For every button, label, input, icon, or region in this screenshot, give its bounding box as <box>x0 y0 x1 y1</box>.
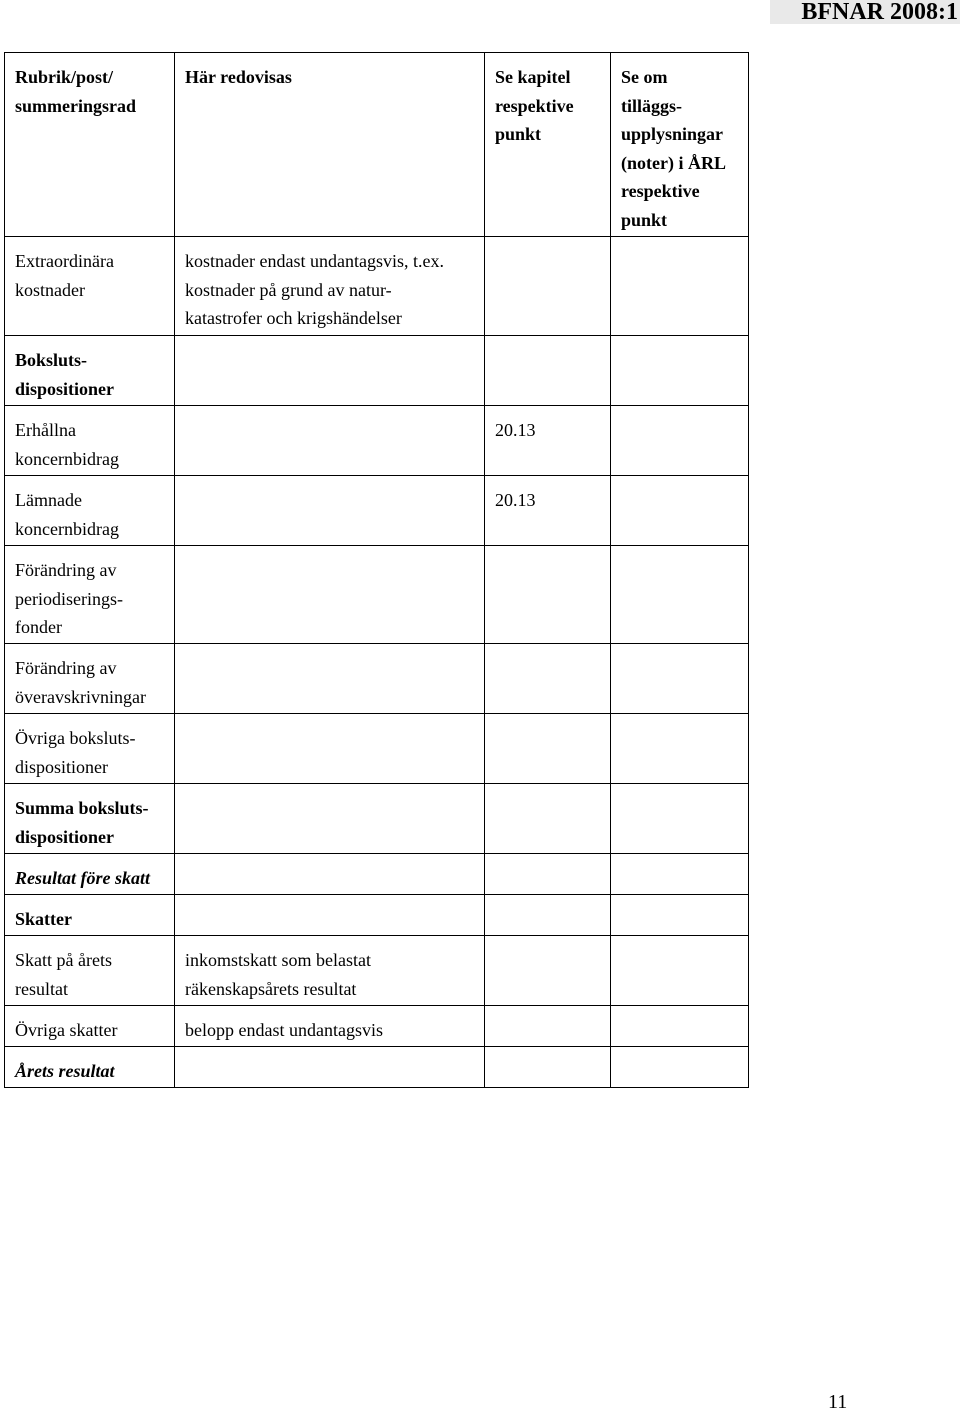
row-description: belopp endast undantagsvis <box>175 1006 485 1047</box>
row-notes <box>611 784 749 854</box>
row-label: Förändring av överavskrivningar <box>5 644 175 714</box>
row-description <box>175 644 485 714</box>
table-row <box>5 237 749 336</box>
table-row <box>5 476 749 546</box>
row-description <box>175 1047 485 1088</box>
row-description <box>175 784 485 854</box>
header-cell-item: Rubrik/post/ summeringsrad <box>5 53 175 237</box>
header-cell-notes: Se om tilläggs- upplysningar (noter) i ÅRL respektive punkt <box>611 53 749 237</box>
row-chapter <box>485 546 611 644</box>
row-description: kostnader endast undantagsvis, t.ex. kostnader på grund av natur- katastrofer och krigshändelser <box>175 237 485 336</box>
row-description <box>175 406 485 476</box>
income-statement-table <box>4 52 749 1088</box>
row-chapter <box>485 644 611 714</box>
row-label: Lämnade koncernbidrag <box>5 476 175 546</box>
row-chapter <box>485 895 611 936</box>
page-number: 11 <box>828 1391 848 1413</box>
row-chapter <box>485 237 611 336</box>
row-chapter <box>485 714 611 784</box>
row-notes <box>611 936 749 1006</box>
row-label: Resultat före skatt <box>5 854 175 895</box>
row-description <box>175 895 485 936</box>
row-notes <box>611 406 749 476</box>
row-label: Extraordinära kostnader <box>5 237 175 336</box>
table-row <box>5 336 749 406</box>
row-notes <box>611 895 749 936</box>
row-chapter <box>485 854 611 895</box>
header-cell-description: Här redovisas <box>175 53 485 237</box>
row-chapter <box>485 336 611 406</box>
table-row <box>5 644 749 714</box>
row-notes <box>611 854 749 895</box>
table-row <box>5 546 749 644</box>
row-label: Skatt på årets resultat <box>5 936 175 1006</box>
row-notes <box>611 1006 749 1047</box>
row-notes <box>611 644 749 714</box>
table-row <box>5 895 749 936</box>
table-row <box>5 784 749 854</box>
row-label: Boksluts- dispositioner <box>5 336 175 406</box>
row-description <box>175 714 485 784</box>
row-notes <box>611 714 749 784</box>
table-row <box>5 854 749 895</box>
row-chapter <box>485 784 611 854</box>
row-label: Övriga boksluts- dispositioner <box>5 714 175 784</box>
row-notes <box>611 546 749 644</box>
table-row <box>5 1047 749 1088</box>
row-chapter: 20.13 <box>485 476 611 546</box>
table-row <box>5 936 749 1006</box>
row-description: inkomstskatt som belastat räkenskapsårets resultat <box>175 936 485 1006</box>
row-label: Övriga skatter <box>5 1006 175 1047</box>
row-notes <box>611 476 749 546</box>
row-description <box>175 336 485 406</box>
row-label: Skatter <box>5 895 175 936</box>
row-label: Förändring av periodiserings- fonder <box>5 546 175 644</box>
table-row <box>5 1006 749 1047</box>
table-header-row <box>5 53 749 237</box>
table-row <box>5 714 749 784</box>
row-chapter <box>485 936 611 1006</box>
row-label: Erhållna koncernbidrag <box>5 406 175 476</box>
row-description <box>175 476 485 546</box>
row-description <box>175 854 485 895</box>
row-description <box>175 546 485 644</box>
row-notes <box>611 336 749 406</box>
document-code: BFNAR 2008:1 <box>770 0 960 24</box>
header-cell-chapter: Se kapitel respektive punkt <box>485 53 611 237</box>
row-chapter: 20.13 <box>485 406 611 476</box>
row-label: Årets resultat <box>5 1047 175 1088</box>
row-notes <box>611 237 749 336</box>
table-row <box>5 406 749 476</box>
row-label: Summa boksluts- dispositioner <box>5 784 175 854</box>
row-chapter <box>485 1047 611 1088</box>
row-chapter <box>485 1006 611 1047</box>
row-notes <box>611 1047 749 1088</box>
